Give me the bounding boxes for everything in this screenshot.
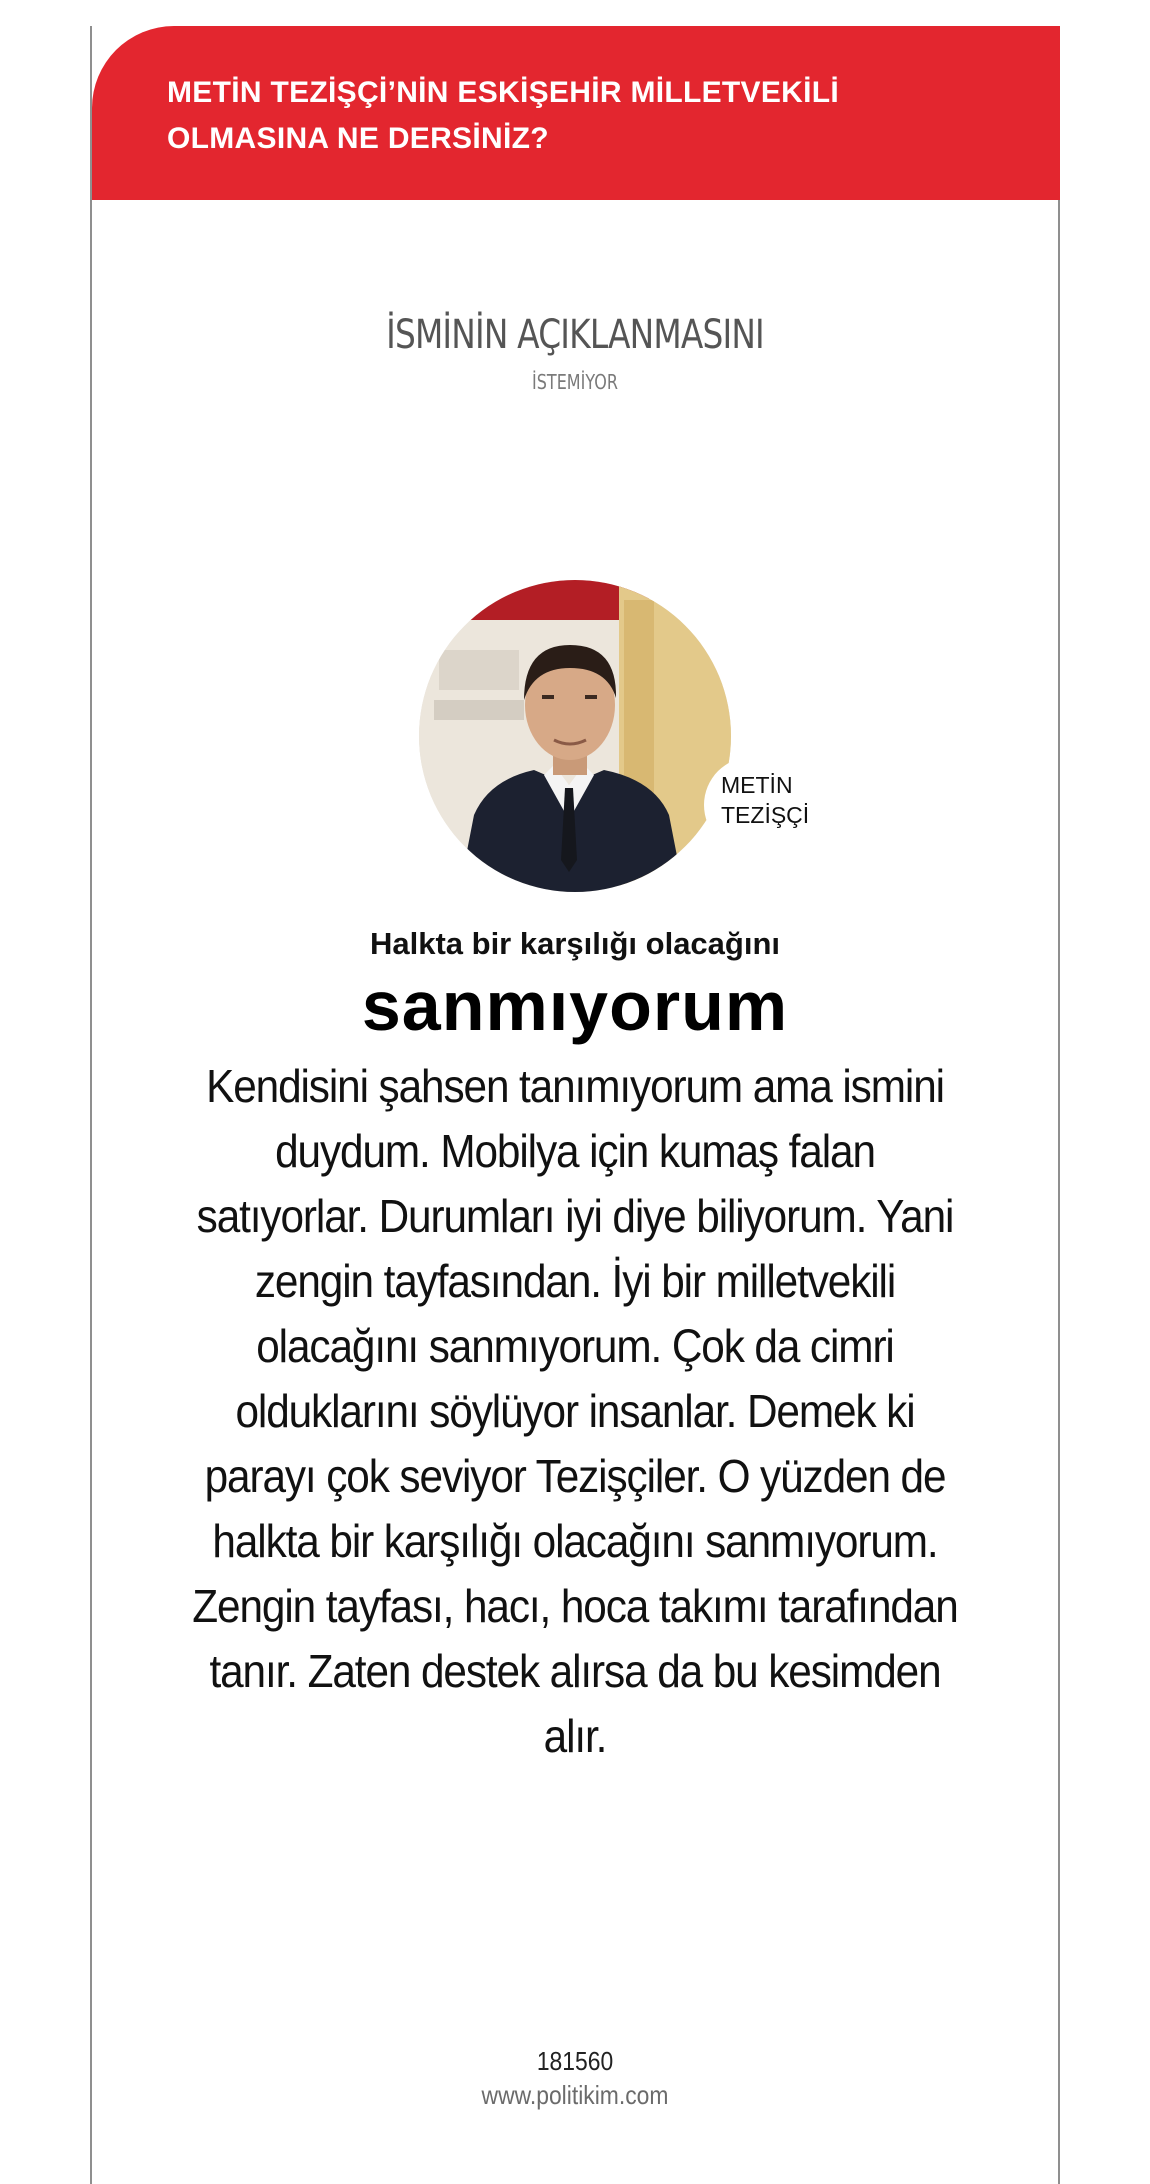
quote-lead: Halkta bir karşılığı olacağını — [369, 926, 781, 961]
respondent-subheading: İSTEMİYOR — [532, 370, 618, 394]
quote-body: Kendisini şahsen tanımıyorum ama ismini duydum. Mobilya için kumaş falan satıyorlar. Durumları iyi diye biliyorum. Yani zengin tayfasından. İyi bir milletvekili olacağını sanmıyorum. Çok da cimri olduklarını söylüyor insanlar. Demek ki parayı çok seviyor Tezişçiler. O yüzden de halkta bir karşılığı olacağını sanmıyorum. Zengin tayfası, hacı, hoca takımı tarafından tanır. Zaten destek alırsa da bu kesimden alır. — [192, 1060, 958, 1762]
footer-url: www.politikim.com — [481, 2080, 669, 2110]
quote-headline: sanmıyorum — [361, 967, 789, 1045]
footer-code: 181560 — [536, 2046, 614, 2076]
portrait-icon — [419, 580, 731, 892]
question-title: METİN TEZİŞÇİ’NİN ESKİŞEHİR MİLLETVEKİLİ OLMASINA NE DERSİNİZ? — [167, 76, 840, 155]
respondent-heading: İSMİNİN AÇIKLANMASINI — [386, 312, 764, 358]
question-banner — [92, 26, 1060, 200]
candidate-name: METİN TEZİŞÇİ — [721, 772, 810, 828]
candidate-photo — [419, 580, 731, 892]
